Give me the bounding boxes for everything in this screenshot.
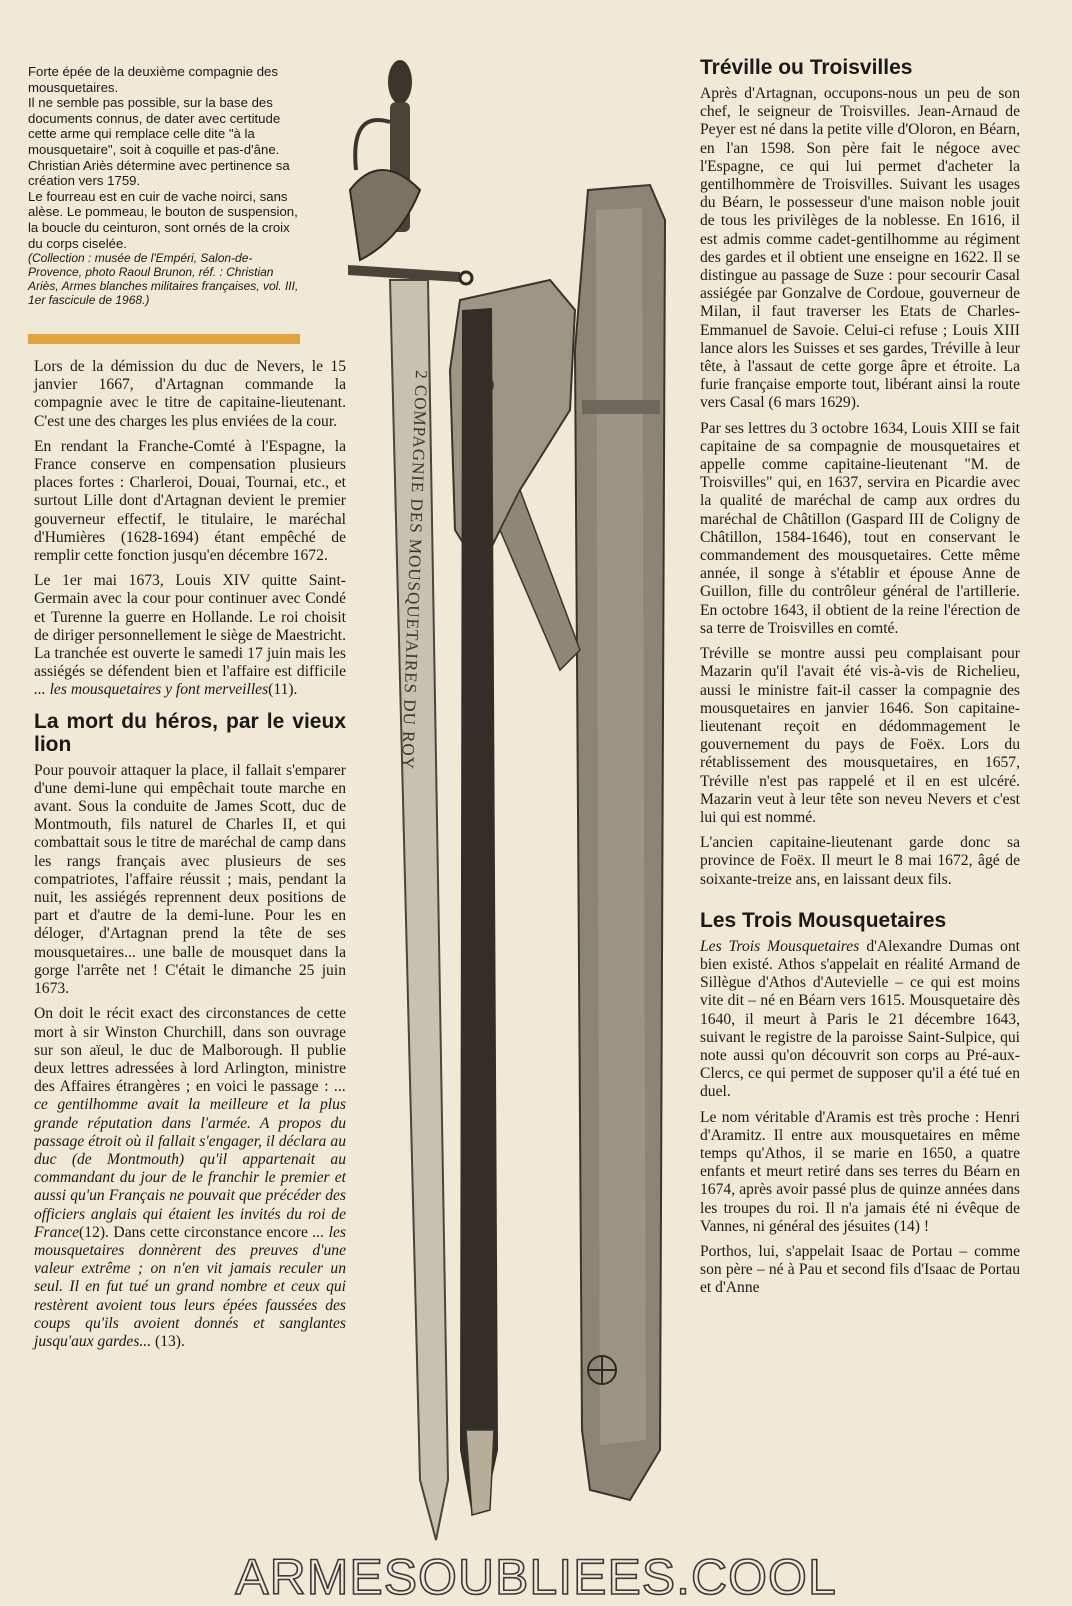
section-heading: Les Trois Mousquetaires <box>700 908 947 932</box>
cross-emblem <box>588 1356 616 1384</box>
paragraph: Pour pouvoir attaquer la place, il fallait s'emparer d'une demi-lune qui empêchait toute marche en avant. Sous la conduite de James Scott, duc de Montmouth, fils naturel de Charles II, et qui combattait sous le titre de maréchal de camp dans les rangs français avec plusieurs de ses compatriotes, l'affaire réussit ; mais, pendant la nuit, les assiégés reprennent deux positions de part et d'autre de la demi-lune. Pour les en déloger, d'Artagnan prend la tête de ses mousquetaires... une balle de mousquet dans la gorge l'arrête net ! C'était le dimanche 25 juin 1673. <box>34 761 346 998</box>
paragraph: Les Trois Mousquetaires d'Alexandre Dumas ont bien existé. Athos s'appelait en réalité Armand de Sillègue d'Athos d'Autevielle – ce qui est moins vite dit – né en Béarn vers 1615. Mousquetaire dès 1640, il meurt à Paris le 21 décembre 1643, suivant le registre de la paroisse Saint-Sulpice, qui note aussi qu'on découvrit son corps au Pré-aux-Clercs, ce qui permet de supposer qu'il a été tué en duel. <box>700 937 1020 1101</box>
caption-dating: Il ne semble pas possible, sur la base des documents connus, de dater avec certitude cette arme qui remplace celle dite "à la mousquetaire", soit à coquille et pas-d'âne. Christian Ariès détermine avec pertinence sa création vers 1759. <box>28 95 290 189</box>
paragraph: Le 1er mai 1673, Louis XIV quitte Saint-Germain avec la cour pour continuer avec Condé et Turenne la guerre en Hollande. Le roi choisit de diriger personnellement le siège de Maestricht. La tranchée est ouverte le samedi 17 juin mais les assiégés se défendent bien et l'affaire est difficile ... les mousquetaires y font merveilles(11). <box>34 572 346 699</box>
photo-caption <box>28 64 304 307</box>
paragraph: En rendant la Franche-Comté à l'Espagne, la France conserve en compensation plusieurs places fortes : Charleroi, Douai, Tournai, etc., et surtout Lille dont d'Artagnan devient le premier gouverneur effectif, le titulaire, le maréchal d'Humières (1628-1694) étant empêché de remplir cette fonction jusqu'en décembre 1672. <box>34 437 346 565</box>
caption-credit: (Collection : musée de l'Empéri, Salon-de-Provence, photo Raoul Brunon, réf. : Christian Ariès, Armes blanches militaires françaises, vol. III, 1er fascicule de 1968.) <box>28 251 299 308</box>
left-column <box>34 358 346 1358</box>
right-column <box>700 56 1020 1305</box>
section-heading: Tréville ou Troisvilles <box>700 56 913 79</box>
paragraph: Par ses lettres du 3 octobre 1634, Louis XIII se fait capitaine de sa compagnie de mousquetaires et appelle comme capitaine-lieutenant "M. de Troisvilles" qui, en 1637, servira en Picardie avec la qualité de maréchal de camp aux ordres du maréchal de Châtillon (Gaspard III de Coligny de Châtillon, 1584-1646), tout en conservant le commandement des mousquetaires. Cette même année, il songe à s'établir et épouse Anne de Guillon, fille du contrôleur général de l'artillerie. En octobre 1643, il obtient de la reine l'érection de sa terre de Troisvilles en comté. <box>700 419 1020 637</box>
blade-inscription: 2 COMPAGNIE DES MOUSQUETAIRES DU ROY <box>398 369 431 771</box>
paragraph: Porthos, lui, s'appelait Isaac de Portau – comme son père – né à Pau et second fils d'Isaac de Portau et d'Anne <box>700 1242 1020 1297</box>
caption-divider <box>28 334 300 344</box>
paragraph: L'ancien capitaine-lieutenant garde donc sa province de Foëx. Il meurt le 8 mai 1672, âgé de soixante-treize ans, en laissant deux fils. <box>700 834 1020 888</box>
section-heading: La mort du héros, par le vieux lion <box>34 709 346 756</box>
paragraph: On doit le récit exact des circonstances de cette mort à sir Winston Churchill, dans son ouvrage sur son aïeul, le duc de Malborough. Il publie deux lettres adressées à lord Arlington, ministre des Affaires étrangères ; en voici le passage : ... ce gentilhomme avait la meilleure et la plus grande réputation dans l'armée. A propos du passage étroit où il fallait s'engager, il déclara au duc (de Montmouth) qu'il appartenait au commandant du jour de le franchir le premier et aussi qu'un Français ne pouvait que précéder des officiers anglais qui étaient les invités du roi de France(12). Dans cette circonstance encore ... les mousquetaires donnèrent des preuves d'une valeur extrême ; on n'en vit jamais reculer un seul. Il en fut tué un grand nombre et ceux qui restèrent avoient tous leurs épées faussées des coups qu'ils avoient donnés et sanglantes jusqu'aux gardes... (13). <box>34 1005 347 1350</box>
caption-description: Le fourreau est en cuir de vache noirci, sans alèse. Le pommeau, le bouton de suspension, la boucle du ceinturon, sont ornés de la croix du corps ciselée. <box>28 188 298 251</box>
sword-hilt <box>348 60 472 284</box>
scabbard <box>575 185 665 1500</box>
sword-and-scabbard-photo <box>320 50 700 1550</box>
caption-title: Forte épée de la deuxième compagnie des mousquetaires. <box>28 64 278 95</box>
scabbard-band <box>582 400 660 414</box>
site-watermark: ARMESOUBLIEES.COOL <box>235 1549 837 1605</box>
paragraph: Lors de la démission du duc de Nevers, le 15 janvier 1667, d'Artagnan commande la compagnie avec le titre de capitaine-lieutenant. C'est une des charges les plus enviées de la cour. <box>34 358 346 430</box>
paragraph: Après d'Artagnan, occupons-nous un peu de son chef, le seigneur de Troisvilles. Jean-Arnaud de Peyer est né dans la petite ville d'Oloron, en Béarn, en l'an 1598. Son père fait le négoce avec l'Espagne, ce qui lui permet d'acheter la gentilhommère de Troisvilles. Suivant les usages du Béarn, le possesseur d'une maison noble jouit de tous les privilèges de la noblesse. En 1616, il est admis comme cadet-gentilhomme au régiment des gardes et il obtient une enseigne en 1622. Il se distingue au passage de Suze : pour secourir Casal assiégée par Gonzalve de Cordoue, gouverneur de Milan, il faut traverser les Etats de Charles-Emmanuel de Savoie. Celui-ci refuse ; Louis XIII lance alors les Suisses et ses gardes, Tréville à leur tête, à l'assaut de cette gorge âpre et étroite. La furie française emporte tout, libérant ainsi la route vers Casal (6 mars 1629). <box>700 85 1020 412</box>
sword-blade <box>390 280 448 1540</box>
paragraph: Le nom véritable d'Aramis est très proche : Henri d'Aramitz. Il entre aux mousquetaires en même temps qu'Athos, il se marie en 1650, a quatre enfants et meurt retiré dans ses terres du Béarn en 1674, après avoir passé plus de quinze années dans les troupes du roi. Il n'a jamais été ni évêque de Vannes, ni général des jésuites (14) ! <box>700 1108 1020 1235</box>
black-scabbard <box>460 308 498 1515</box>
paragraph: Tréville se montre aussi peu complaisant pour Mazarin qu'il l'avait été vis-à-vis de Richelieu, aussi le ministre fait-il casser la compagnie des mousquetaires en janvier 1646. Son capitaine-lieutenant reçoit en dédommagement le gouvernement du pays de Foëx. Lors du rétablissement des mousquetaires, en 1657, Tréville n'est pas rappelé et il en est ulcéré. Mazarin veut à leur tête son neveu Nevers et c'est lui qui est nommé. <box>700 645 1020 826</box>
